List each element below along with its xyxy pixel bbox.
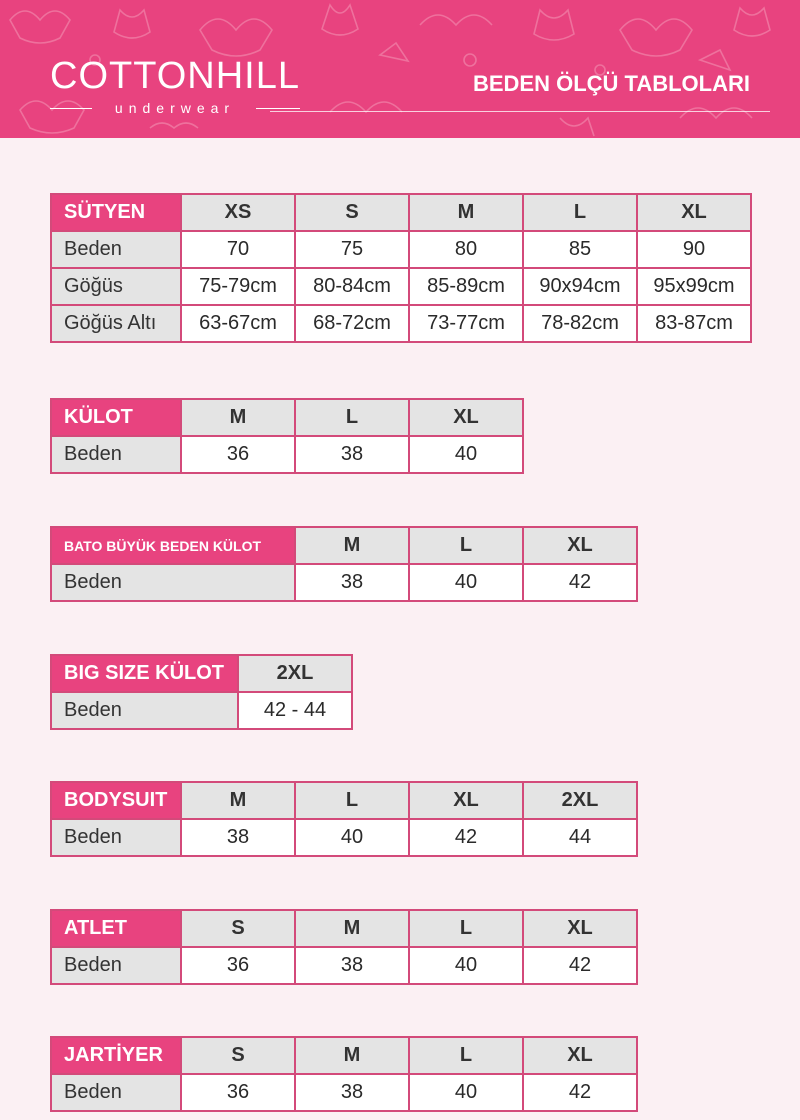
size-header: M xyxy=(295,1037,409,1074)
table-cell: 63-67cm xyxy=(181,305,295,342)
size-header: 2XL xyxy=(238,655,352,692)
table-row xyxy=(51,692,352,729)
table-cell: 38 xyxy=(295,1074,409,1111)
table-row xyxy=(51,947,637,984)
table-row xyxy=(51,1074,637,1111)
table-cell: 95x99cm xyxy=(637,268,751,305)
header-banner xyxy=(0,0,800,138)
table-row xyxy=(51,819,637,856)
table-row xyxy=(51,436,523,473)
table-header-row xyxy=(51,527,637,564)
table-header-row xyxy=(51,399,523,436)
table-row xyxy=(51,268,751,305)
table-cell: 75 xyxy=(295,231,409,268)
table-row xyxy=(51,231,751,268)
table-cell: 80-84cm xyxy=(295,268,409,305)
table-row xyxy=(51,564,637,601)
page-title: BEDEN ÖLÇÜ TABLOLARI xyxy=(472,71,750,96)
size-header: M xyxy=(409,194,523,231)
size-table-bodysuit xyxy=(50,781,638,857)
table-cell: 90 xyxy=(637,231,751,268)
size-header: M xyxy=(181,399,295,436)
row-label: Beden xyxy=(51,692,238,729)
table-cell: 42 - 44 xyxy=(238,692,352,729)
table-cell: 80 xyxy=(409,231,523,268)
table-cell: 78-82cm xyxy=(523,305,637,342)
row-label: Göğüs xyxy=(51,268,181,305)
table-cell: 75-79cm xyxy=(181,268,295,305)
category-label: KÜLOT xyxy=(51,399,181,436)
table-cell: 40 xyxy=(295,819,409,856)
table-cell: 42 xyxy=(523,1074,637,1111)
table-cell: 40 xyxy=(409,947,523,984)
table-cell: 70 xyxy=(181,231,295,268)
size-header: S xyxy=(295,194,409,231)
size-table-bigsize xyxy=(50,654,353,730)
row-label: Göğüs Altı xyxy=(51,305,181,342)
size-header: L xyxy=(295,399,409,436)
size-table-kulot xyxy=(50,398,524,474)
table-cell: 42 xyxy=(523,947,637,984)
row-label: Beden xyxy=(51,1074,181,1111)
table-cell: 68-72cm xyxy=(295,305,409,342)
size-header: XL xyxy=(409,399,523,436)
table-header-row xyxy=(51,655,352,692)
category-label: ATLET xyxy=(51,910,181,947)
size-table-bato xyxy=(50,526,638,602)
title-underline xyxy=(270,111,770,112)
size-header: M xyxy=(295,527,409,564)
size-header: XL xyxy=(523,910,637,947)
table-header-row xyxy=(51,782,637,819)
table-cell: 38 xyxy=(295,436,409,473)
size-table-atlet xyxy=(50,909,638,985)
table-header-row xyxy=(51,194,751,231)
table-row xyxy=(51,305,751,342)
row-label: Beden xyxy=(51,231,181,268)
logo-divider-right xyxy=(256,108,300,109)
size-header: M xyxy=(181,782,295,819)
table-cell: 40 xyxy=(409,436,523,473)
category-label: BODYSUIT xyxy=(51,782,181,819)
table-cell: 42 xyxy=(409,819,523,856)
table-cell: 73-77cm xyxy=(409,305,523,342)
size-table-sutyen xyxy=(50,193,752,343)
table-cell: 38 xyxy=(181,819,295,856)
row-label: Beden xyxy=(51,947,181,984)
row-label: Beden xyxy=(51,436,181,473)
size-header: L xyxy=(409,910,523,947)
table-cell: 85 xyxy=(523,231,637,268)
size-header: 2XL xyxy=(523,782,637,819)
table-header-row xyxy=(51,910,637,947)
table-cell: 83-87cm xyxy=(637,305,751,342)
category-label: BATO BÜYÜK BEDEN KÜLOT xyxy=(51,527,295,564)
category-label: JARTİYER xyxy=(51,1037,181,1074)
table-cell: 38 xyxy=(295,947,409,984)
size-header: S xyxy=(181,1037,295,1074)
size-header: L xyxy=(409,527,523,564)
table-cell: 44 xyxy=(523,819,637,856)
size-header: L xyxy=(409,1037,523,1074)
size-header: L xyxy=(523,194,637,231)
table-cell: 40 xyxy=(409,1074,523,1111)
size-header: XL xyxy=(637,194,751,231)
row-label: Beden xyxy=(51,564,295,601)
size-header: L xyxy=(295,782,409,819)
table-cell: 36 xyxy=(181,947,295,984)
table-header-row xyxy=(51,1037,637,1074)
category-label: BIG SIZE KÜLOT xyxy=(51,655,238,692)
table-cell: 42 xyxy=(523,564,637,601)
brand-logo xyxy=(50,55,301,116)
size-table-jartiyer xyxy=(50,1036,638,1112)
size-header: XL xyxy=(409,782,523,819)
table-cell: 36 xyxy=(181,1074,295,1111)
size-header: S xyxy=(181,910,295,947)
size-header: XS xyxy=(181,194,295,231)
table-cell: 90x94cm xyxy=(523,268,637,305)
brand-name: COTTONHILL xyxy=(50,55,301,97)
size-header: M xyxy=(295,910,409,947)
size-header: XL xyxy=(523,527,637,564)
brand-tagline: underwear xyxy=(114,100,236,116)
size-header: XL xyxy=(523,1037,637,1074)
category-label: SÜTYEN xyxy=(51,194,181,231)
table-cell: 36 xyxy=(181,436,295,473)
row-label: Beden xyxy=(51,819,181,856)
table-cell: 38 xyxy=(295,564,409,601)
table-cell: 40 xyxy=(409,564,523,601)
table-cell: 85-89cm xyxy=(409,268,523,305)
